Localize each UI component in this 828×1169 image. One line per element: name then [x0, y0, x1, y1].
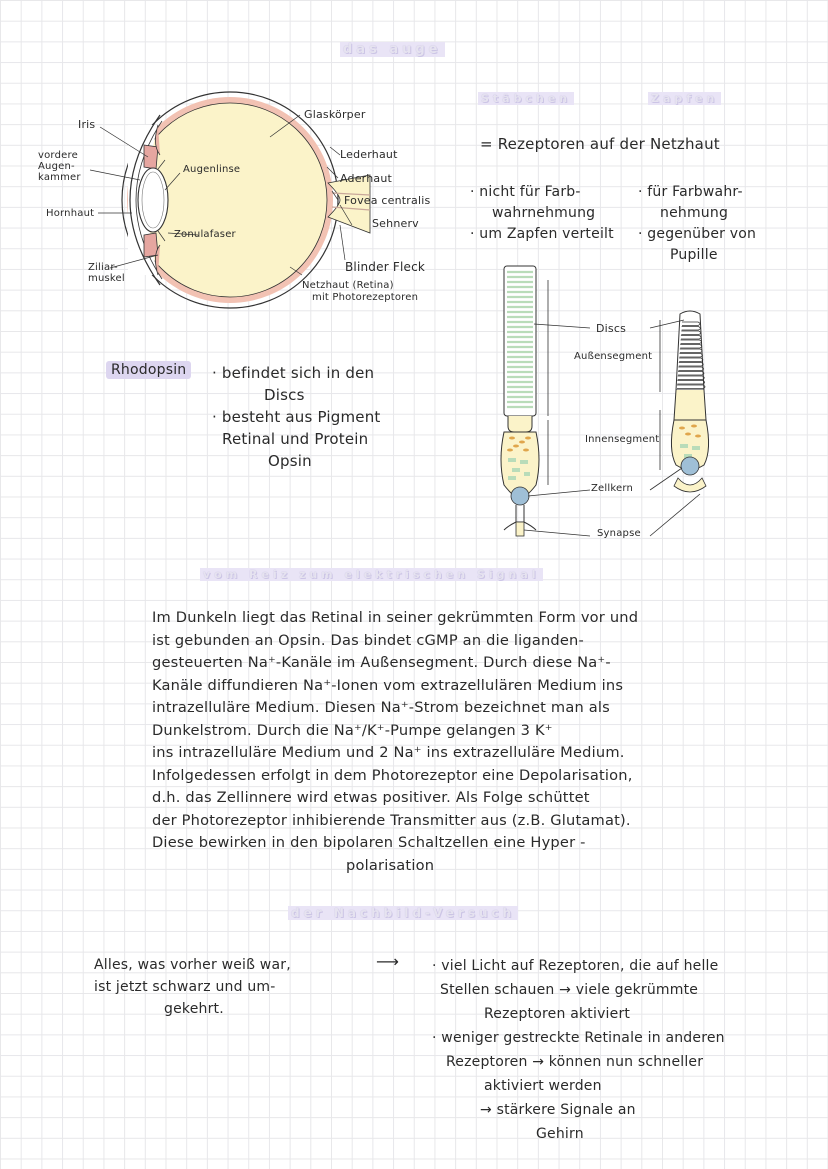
label-glaskoerper: Glaskörper — [304, 108, 366, 121]
rhodopsin-label: Rhodopsin — [106, 362, 191, 378]
label-fovea: Fovea centralis — [344, 194, 431, 207]
label-ziliarmuskel: Ziliar- muskel — [88, 262, 125, 284]
label-zonulafaser: Zonulafaser — [174, 229, 236, 240]
page-title: das auge — [340, 42, 445, 57]
label-blinder-fleck: Blinder Fleck — [345, 260, 426, 274]
heading-nachbild: der Nachbild-Versuch — [288, 906, 518, 920]
signal-paragraph: Im Dunkeln liegt das Retinal in seiner gekrümmten Form vor und ist gebunden an Opsin. Das bindet cGMP an die liganden- gesteuerten Na⁺-Kanäle im Außensegment. Durch diese Na⁺- Kanäle diffundieren Na⁺-Ionen vom extrazellulären Medium ins intrazelluläre Medium. Diesen Na⁺-Strom bezeichnet man als Dunkelstrom. Durch die Na⁺/K⁺-Pumpe gelangen 3 K⁺ ins intrazelluläre Medium und 2 Na⁺ ins extrazelluläre Medium. Infolgedessen erfolgt in dem Photorezeptor eine Depolarisation, d.h. das Zellinnere wird etwas positiver. Als Folge schüttet der Photorezeptor inhibierende Transmitter aus (z.B. Glutamat). Diese bewirken in den bipolaren Schaltzellen eine Hyper - polarisation — [152, 609, 639, 874]
rhodopsin-notes: · befindet sich in den Discs · besteht aus Pigment Retinal und Protein Opsin — [212, 364, 381, 470]
cone-nucleus — [681, 457, 699, 475]
label-lederhaut: Lederhaut — [340, 148, 398, 161]
label-iris: Iris — [78, 118, 96, 131]
heading-staebchen: Stäbchen — [478, 92, 574, 105]
label-vordere-augenkammer: vordere Augen- kammer — [38, 150, 81, 183]
label-sehnerv: Sehnerv — [372, 217, 419, 230]
label-augenlinse: Augenlinse — [183, 164, 241, 175]
label-synapse: Synapse — [597, 528, 641, 539]
label-aussensegment: Außensegment — [574, 351, 653, 362]
staebchen-points: · nicht für Farb- wahrnehmung · um Zapfen verteilt — [470, 184, 614, 242]
heading-zapfen: Zapfen — [648, 92, 721, 105]
label-discs: Discs — [596, 322, 627, 335]
nachbild-observation: Alles, was vorher weiß war, ist jetzt schwarz und um- gekehrt. — [94, 957, 291, 1017]
nachbild-explanation: · viel Licht auf Rezeptoren, die auf helle Stellen schauen → viele gekrümmte Rezeptoren aktiviert · weniger gestreckte Retinale in anderen Rezeptoren → können nun schneller aktiviert werden → stärkere Signale an Gehirn — [432, 958, 725, 1142]
label-netzhaut: Netzhaut (Retina) mit Photorezeptoren — [302, 280, 419, 303]
iris-shape — [144, 145, 158, 169]
rod-nucleus — [511, 487, 529, 505]
zapfen-points: · für Farbwahr- nehmung · gegenüber von Pupille — [638, 184, 757, 263]
label-zellkern: Zellkern — [591, 483, 634, 494]
rod-cone-diagram — [490, 260, 730, 550]
label-innensegment: Innensegment — [585, 434, 660, 445]
nachbild-arrow: ⟶ — [376, 952, 400, 971]
heading-signal: vom Reiz zum elektrischen Signal — [200, 568, 543, 581]
label-hornhaut: Hornhaut — [46, 208, 95, 219]
label-aderhaut: Aderhaut — [340, 172, 393, 185]
cone-cell — [671, 311, 708, 492]
receptors-definition: = Rezeptoren auf der Netzhaut — [480, 135, 720, 153]
lens — [138, 168, 168, 232]
